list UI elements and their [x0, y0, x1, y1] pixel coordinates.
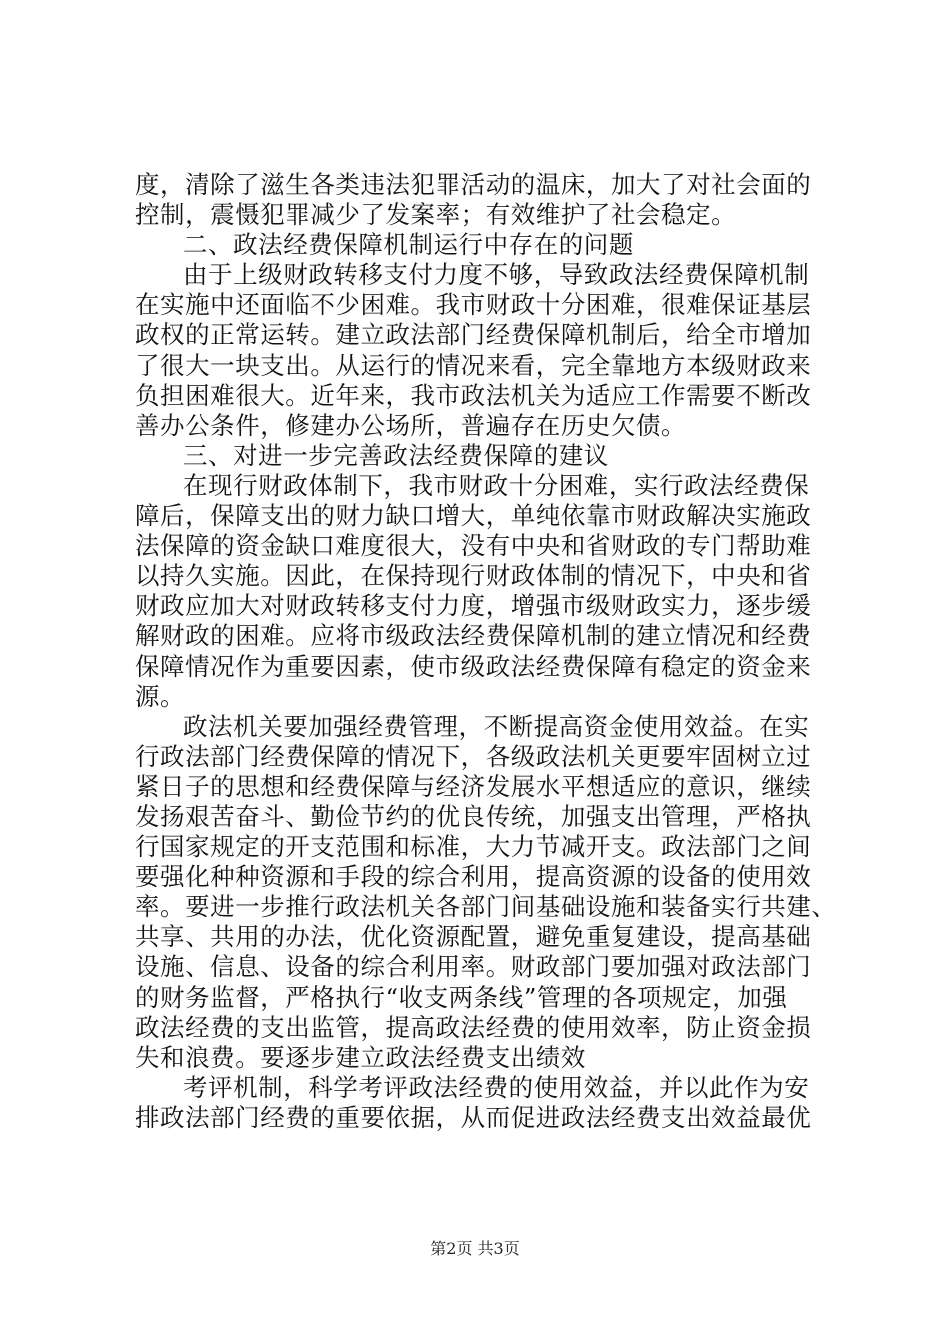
body-line: 在现行财政体制下，我市财政十分困难，实行政法经费保: [183, 470, 810, 500]
body-line: 障后，保障支出的财力缺口增大，单纯依靠市财政解决实施政: [135, 501, 812, 531]
body-line: 排政法部门经费的重要依据，从而促进政法经费支出效益最优: [135, 1102, 812, 1132]
body-line: 率。要进一步推行政法机关各部门间基础设施和装备实行共建、: [135, 892, 837, 922]
body-line: 解财政的困难。应将市级政法经费保障机制的建立情况和经费: [135, 621, 812, 651]
body-line: 要强化种种资源和手段的综合利用，提高资源的设备的使用效: [135, 862, 812, 892]
body-line: 了很大一块支出。从运行的情况来看，完全靠地方本级财政来: [135, 350, 812, 380]
section-heading: 二、政法经费保障机制运行中存在的问题: [183, 230, 634, 260]
body-line: 政权的正常运转。建立政法部门经费保障机制后，给全市增加: [135, 320, 812, 350]
body-line: 考评机制，科学考评政法经费的使用效益，并以此作为安: [183, 1072, 810, 1102]
body-line: 失和浪费。要逐步建立政法经费支出绩效: [135, 1042, 586, 1072]
body-line: 保障情况作为重要因素，使市级政法经费保障有稳定的资金来: [135, 651, 812, 681]
body-line: 行政法部门经费保障的情况下，各级政法机关更要牢固树立过: [135, 741, 812, 771]
body-line: 共享、共用的办法，优化资源配置，避免重复建设，提高基础: [135, 922, 812, 952]
body-line: 由于上级财政转移支付力度不够，导致政法经费保障机制: [183, 260, 810, 290]
body-line: 负担困难很大。近年来，我市政法机关为适应工作需要不断改: [135, 380, 812, 410]
body-line: 以持久实施。因此，在保持现行财政体制的情况下，中央和省: [135, 561, 812, 591]
body-line: 法保障的资金缺口难度很大，没有中央和省财政的专门帮助难: [135, 531, 812, 561]
body-line: 在实施中还面临不少困难。我市财政十分困难，很难保证基层: [135, 290, 812, 320]
body-line: 设施、信息、设备的综合利用率。财政部门要加强对政法部门: [135, 952, 812, 982]
section-heading: 三、对进一步完善政法经费保障的建议: [183, 440, 609, 470]
body-line: 紧日子的思想和经费保障与经济发展水平想适应的意识，继续: [135, 771, 812, 801]
body-line: 政法机关要加强经费管理，不断提高资金使用效益。在实: [183, 711, 810, 741]
body-line: 源。: [135, 681, 186, 711]
body-line: 善办公条件，修建办公场所，普遍存在历史欠债。: [135, 410, 687, 440]
body-line: 发扬艰苦奋斗、勤俭节约的优良传统，加强支出管理，严格执: [135, 801, 812, 831]
body-line: 的财务监督，严格执行“收支两条线”管理的各项规定，加强: [135, 982, 788, 1012]
body-line: 行国家规定的开支范围和标准，大力节减开支。政法部门之间: [135, 832, 812, 862]
document-body: [135, 170, 837, 1133]
body-line: 控制，震慑犯罪减少了发案率；有效维护了社会稳定。: [135, 200, 737, 230]
body-line: 度，清除了滋生各类违法犯罪活动的温床，加大了对社会面的: [135, 170, 812, 199]
body-line: 政法经费的支出监管，提高政法经费的使用效率，防止资金损: [135, 1012, 812, 1042]
body-line: 财政应加大对财政转移支付力度，增强市级财政实力，逐步缓: [135, 591, 812, 621]
page-footer: 第2页 共3页: [430, 1239, 520, 1258]
